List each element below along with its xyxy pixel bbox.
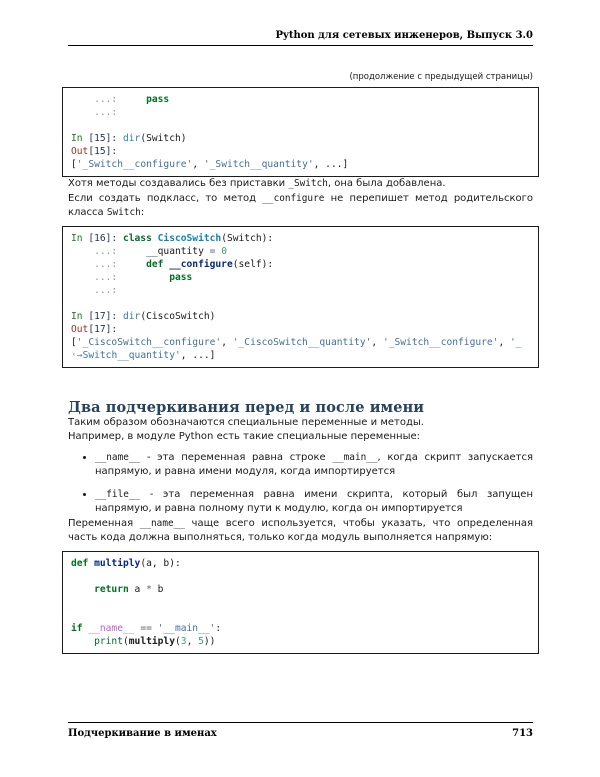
bullet-list <box>68 451 533 517</box>
paragraph-switch-added: Хотя методы создавались без приставки _Switch, она была добавлена. <box>68 178 446 189</box>
footer-page-number: 713 <box>512 728 533 739</box>
page-footer <box>68 722 533 739</box>
footer-section-label: Подчеркивание в именах <box>68 728 217 739</box>
section-heading: Два подчеркивания перед и после имени <box>68 398 425 416</box>
paragraph-example: Например, в модуле Python есть такие специальные переменные: <box>68 431 420 442</box>
list-item-name-var: • __name__ - эта переменная равна строке __main__, когда скрипт запускается напрямую, и равна имени модуля, когда импортируется <box>95 451 533 480</box>
code-block-ciscoswitch: In [16]: class CiscoSwitch(Switch): ...: __quantity = 0 ...: def __configure(self): ...: pass ...: In [17]: dir(CiscoSwitch) Out[17]: ['_CiscoSwitch__configure', '_CiscoSwitch__quantity', '_Switch__configure', '_ ˓→Switch__quantity', ...] <box>62 226 539 368</box>
header-title: Python для сетевых инженеров, Выпуск 3.0 <box>275 30 533 41</box>
paragraph-special-vars: Таким образом обозначаются специальные переменные и методы. <box>68 416 424 428</box>
continuation-note: (продолжение с предыдущей страницы) <box>349 72 533 82</box>
list-item-file-var: • __file__ - эта переменная равна имени скрипта, который был запущен напрямую, и равна полному пути к модулю, когда он импортируется <box>95 488 533 517</box>
code-block-switch-dir: ...: pass ...: In [15]: dir(Switch) Out[15]: ['_Switch__configure', '_Switch__quantity', ...] <box>62 87 539 177</box>
paragraph-name-usage: Переменная __name__ чаще всего используется, чтобы указать, что определенная часть кода должна выполняться, только когда модуль выполняется напрямую: <box>68 517 533 543</box>
page-header <box>68 30 533 46</box>
paragraph-subclass: Если создать подкласс, то метод __configure не перепишет метод родительского класса Switch: <box>68 192 533 218</box>
code-block-multiply: def multiply(a, b): return a * b if __name__ == '__main__': print(multiply(3, 5)) <box>62 551 539 654</box>
